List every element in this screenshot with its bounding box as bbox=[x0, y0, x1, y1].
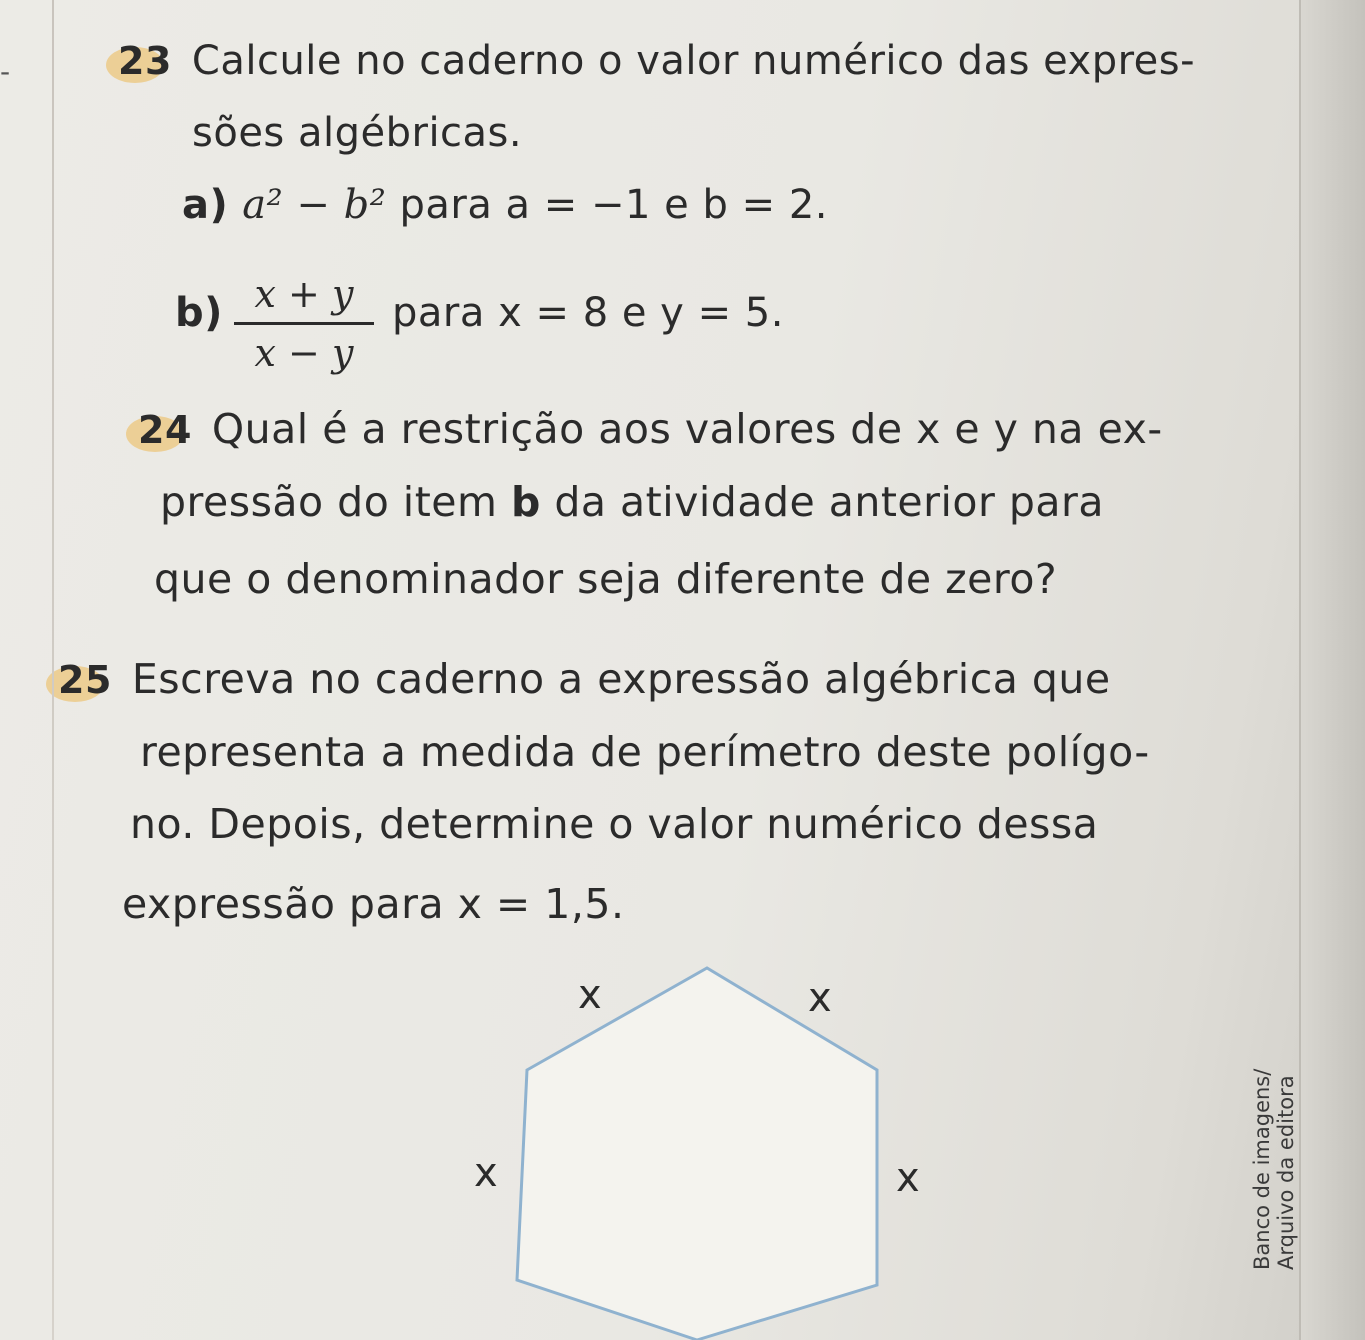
side-label-top-left: x bbox=[578, 972, 602, 1018]
hexagon-shape bbox=[517, 968, 877, 1340]
q23-line2: sões algébricas. bbox=[192, 110, 523, 156]
q24-bold-b: b bbox=[510, 478, 541, 526]
fraction-denominator: x − y bbox=[254, 331, 354, 375]
q23-item-a-expr: a² − b² bbox=[242, 182, 387, 228]
q24-line2: pressão do item b da atividade anterior para bbox=[160, 478, 1104, 526]
q25-line2: representa a medida de perímetro deste polígo- bbox=[140, 728, 1150, 776]
credit-line2: Arquivo da editora bbox=[1274, 1075, 1298, 1270]
q23-text-line1: Calcule no caderno o valor numérico das expres- bbox=[191, 38, 1196, 84]
q23-item-b-rest: para x = 8 e y = 5. bbox=[392, 290, 784, 336]
fraction-numerator: x + y bbox=[254, 272, 354, 316]
margin-mark: - bbox=[0, 55, 11, 88]
q25-line3: no. Depois, determine o valor numérico dessa bbox=[130, 800, 1099, 848]
credit-line1: Banco de imagens/ bbox=[1250, 1068, 1274, 1270]
q24-line3: que o denominador seja diferente de zero? bbox=[154, 555, 1058, 603]
q23-item-a-label: a) bbox=[182, 182, 229, 228]
q25-number: 25 bbox=[52, 658, 118, 702]
side-label-left: x bbox=[474, 1150, 498, 1196]
image-credit bbox=[1250, 1069, 1298, 1270]
q25-text-line1: Escreva no caderno a expressão algébrica que bbox=[131, 655, 1111, 703]
q23-item-b-label: b) bbox=[175, 290, 223, 336]
q24-text-line1: Qual é a restrição aos valores de x e y na ex- bbox=[211, 405, 1163, 453]
q23-item-a-rest: para a = −1 e b = 2. bbox=[399, 182, 829, 228]
side-label-top-right: x bbox=[808, 975, 832, 1021]
q24-number: 24 bbox=[132, 408, 198, 452]
q25-line4: expressão para x = 1,5. bbox=[122, 880, 625, 928]
side-label-right: x bbox=[896, 1155, 920, 1201]
q23-number: 23 bbox=[112, 39, 178, 83]
